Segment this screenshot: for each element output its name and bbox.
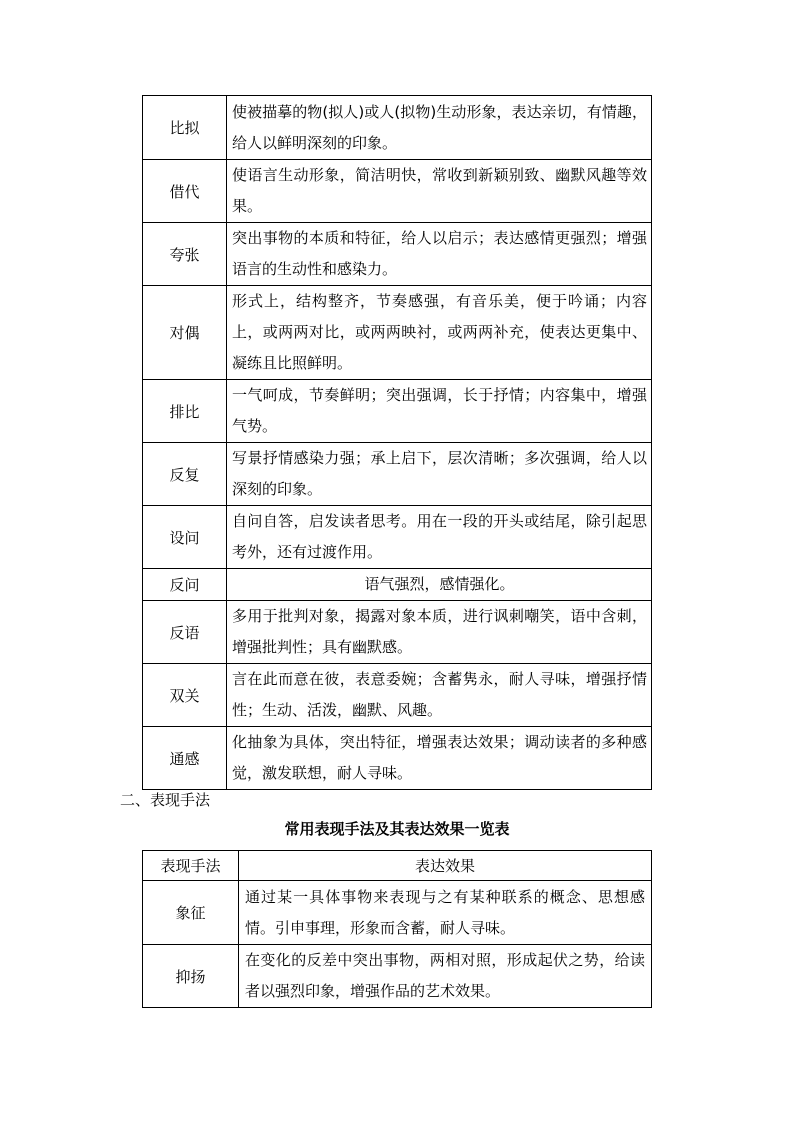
rhetoric-effect: 语气强烈，感情强化。 [227, 569, 652, 601]
rhetoric-effect: 言在此而意在彼，表意委婉；含蓄隽永，耐人寻味，增强抒情性；生动、活泼，幽默、风趣。 [227, 664, 652, 727]
rhetoric-term: 借代 [143, 160, 227, 223]
rhetoric-term: 排比 [143, 380, 227, 443]
table-row [143, 223, 652, 286]
rhetoric-term: 对偶 [143, 286, 227, 380]
rhetoric-effect: 化抽象为具体，突出特征，增强表达效果；调动读者的多种感觉，激发联想，耐人寻味。 [227, 727, 652, 790]
table-row [143, 945, 652, 1008]
rhetoric-effect: 写景抒情感染力强；承上启下，层次清晰；多次强调，给人以深刻的印象。 [227, 443, 652, 506]
techniques-table [142, 850, 652, 1008]
table-header-row [143, 851, 652, 881]
rhetoric-term: 反问 [143, 569, 227, 601]
table-caption: 常用表现手法及其表达效果一览表 [284, 820, 510, 838]
rhetoric-effect: 自问自答，启发读者思考。用在一段的开头或结尾，除引起思考外，还有过渡作用。 [227, 506, 652, 569]
column-header-effect: 表达效果 [239, 851, 652, 881]
rhetoric-effect: 使被描摹的物(拟人)或人(拟物)生动形象，表达亲切，有情趣，给人以鲜明深刻的印象。 [227, 96, 652, 160]
rhetoric-term: 双关 [143, 664, 227, 727]
rhetoric-term: 通感 [143, 727, 227, 790]
table-row [143, 664, 652, 727]
rhetoric-effect: 形式上，结构整齐，节奏感强，有音乐美，便于吟诵；内容上，或两两对比，或两两映衬，或两两补充，使表达更集中、凝练且比照鲜明。 [227, 286, 652, 380]
rhetoric-term: 比拟 [143, 96, 227, 160]
table-row [143, 286, 652, 380]
technique-term: 象征 [143, 881, 239, 945]
rhetoric-effect: 使语言生动形象，简洁明快，常收到新颖别致、幽默风趣等效果。 [227, 160, 652, 223]
table-row [143, 569, 652, 601]
section-heading: 二、表现手法 [120, 791, 211, 809]
table-row [143, 160, 652, 223]
table-row [143, 443, 652, 506]
technique-effect: 通过某一具体事物来表现与之有某种联系的概念、思想感情。引申事理，形象而含蓄，耐人寻味。 [239, 881, 652, 945]
column-header-technique: 表现手法 [143, 851, 239, 881]
rhetoric-effect: 一气呵成，节奏鲜明；突出强调，长于抒情；内容集中，增强气势。 [227, 380, 652, 443]
table-row [143, 506, 652, 569]
rhetoric-effects-table [142, 95, 652, 790]
table-row [143, 380, 652, 443]
technique-effect: 在变化的反差中突出事物，两相对照，形成起伏之势，给读者以强烈印象，增强作品的艺术效果。 [239, 945, 652, 1008]
technique-term: 抑扬 [143, 945, 239, 1008]
rhetoric-effect: 突出事物的本质和特征，给人以启示；表达感情更强烈；增强语言的生动性和感染力。 [227, 223, 652, 286]
table-row [143, 601, 652, 664]
rhetoric-term: 反复 [143, 443, 227, 506]
rhetoric-effect: 多用于批判对象，揭露对象本质，进行讽刺嘲笑，语中含刺，增强批判性；具有幽默感。 [227, 601, 652, 664]
rhetoric-term: 设问 [143, 506, 227, 569]
table-row [143, 881, 652, 945]
rhetoric-term: 反语 [143, 601, 227, 664]
table-row [143, 96, 652, 160]
rhetoric-term: 夸张 [143, 223, 227, 286]
table-row [143, 727, 652, 790]
